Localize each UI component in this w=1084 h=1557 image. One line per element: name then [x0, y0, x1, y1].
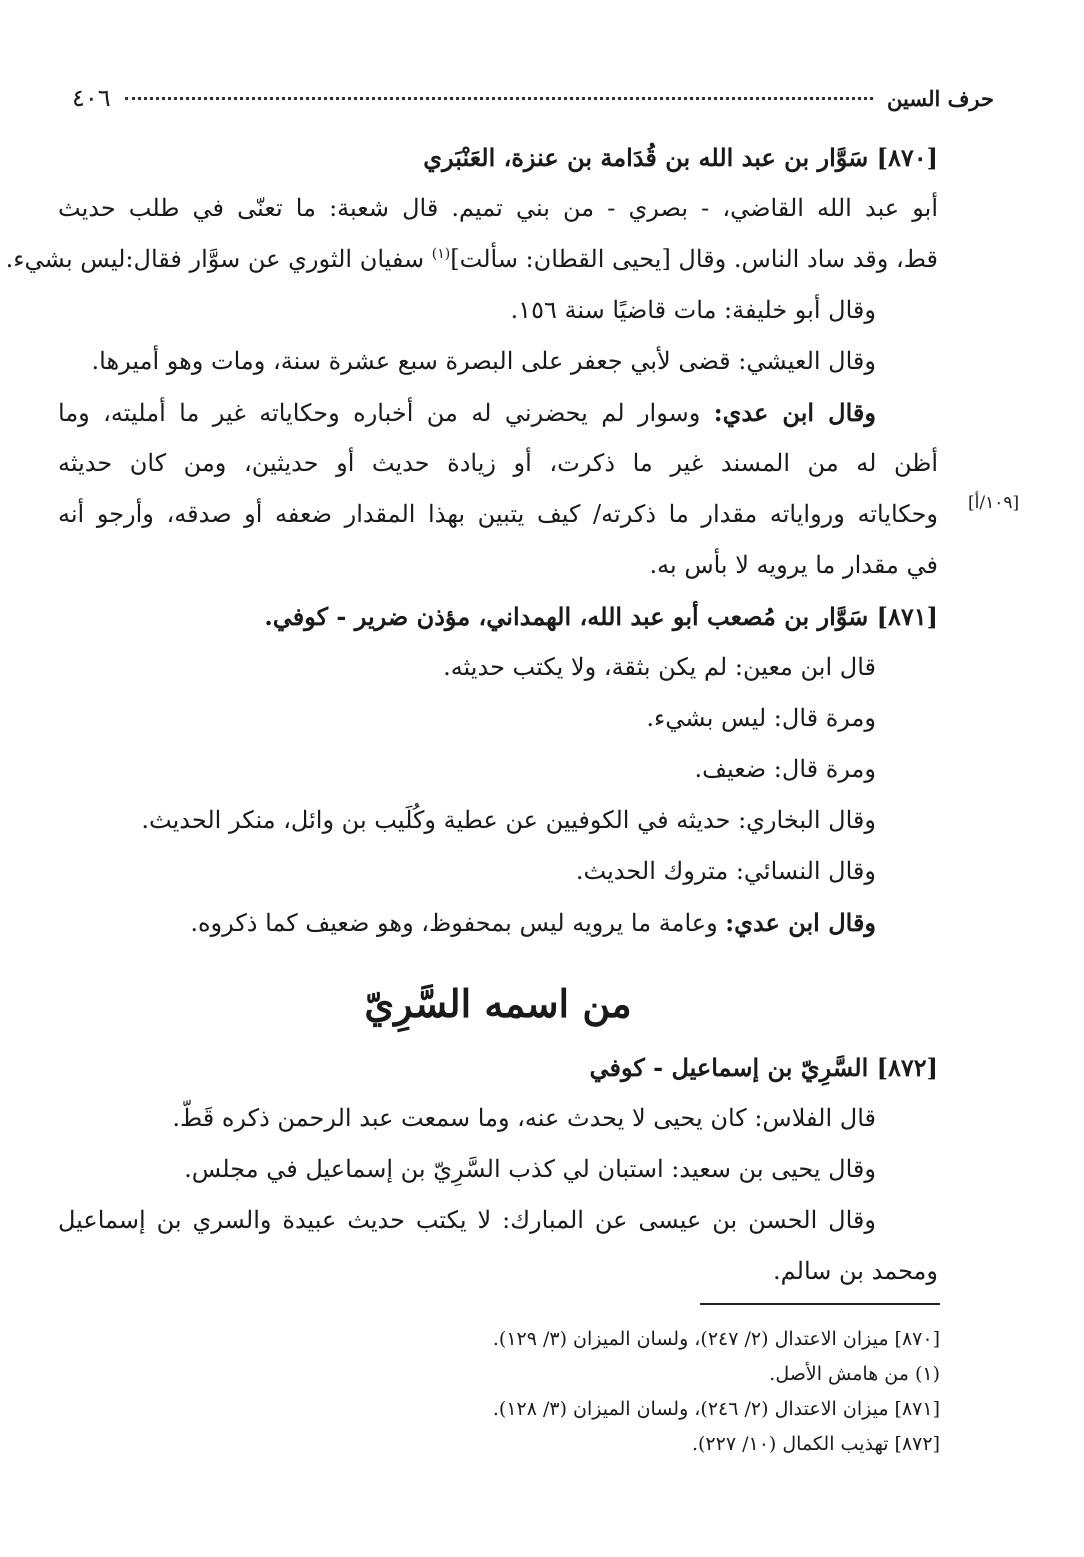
footnote-871: [٨٧١] ميزان الاعتدال (٢/ ٢٤٦)، ولسان الميزان (٣/ ١٢٨). — [492, 1398, 940, 1420]
section-title: من اسمه السَّرِيّ — [364, 981, 632, 1026]
entry-870-line-8: في مقدار ما يرويه لا بأس به. — [649, 551, 938, 579]
footnote-872: [٨٧٢] تهذيب الكمال (١٠/ ٢٢٧). — [691, 1433, 940, 1455]
header-dotted-rule — [125, 97, 873, 100]
entry-872-line-2: وقال يحيى بن سعيد: استبان لي كذب السَّرِيّ بن إسماعيل في مجلس. — [184, 1155, 876, 1183]
page-header — [72, 78, 994, 118]
entry-871-line-3: ومرة قال: ضعيف. — [694, 755, 876, 783]
margin-manuscript-reference: [١٠٩/أ] — [968, 493, 1020, 513]
entry-870-line-5 — [58, 387, 938, 438]
entry-871-line-6-bold: وقال ابن عدي: — [725, 908, 876, 937]
entry-870-line-2-a: قط، وقد ساد الناس. وقال [يحيى القطان: سألت] — [450, 245, 938, 273]
entry-872-line-1: قال الفلاس: كان يحيى لا يحدث عنه، وما سمعت عبد الرحمن ذكره قَطّ. — [172, 1104, 876, 1132]
entry-872-line-4: ومحمد بن سالم. — [773, 1257, 938, 1285]
entry-870-line-7: وحكاياته ورواياته مقدار ما ذكرته/ كيف يتبين بهذا المقدار ضعفه أو صدقه، وأرجو أنه — [58, 500, 938, 528]
footnote-1: (١) من هامش الأصل. — [769, 1363, 940, 1385]
entry-870-line-6: أظن له من المسند غير ما ذكرت، أو زيادة حديث أو حديثين، ومن كان حديثه — [58, 449, 938, 477]
footnote-marker-1[interactable]: (١) — [431, 246, 451, 262]
footnote-separator — [700, 1303, 940, 1305]
entry-871-line-4: وقال البخاري: حديثه في الكوفيين عن عطية وكُلَيب بن وائل، منكر الحديث. — [141, 806, 876, 834]
entry-870-line-2-b: سفيان الثوري عن سوَّار فقال:ليس بشيء. — [5, 245, 432, 273]
entry-871-line-5: وقال النسائي: متروك الحديث. — [575, 857, 876, 885]
entry-872-line-3: وقال الحسن بن عيسى عن المبارك: لا يكتب حديث عبيدة والسري بن إسماعيل — [58, 1206, 876, 1234]
footnote-870: [٨٧٠] ميزان الاعتدال (٢/ ٢٤٧)، ولسان الميزان (٣/ ١٢٩). — [492, 1328, 940, 1350]
main-text — [5, 132, 938, 1297]
entry-870-line-5-rest: وسوار لم يحضرني له من أخباره وحكاياته غير ما أمليته، وما — [58, 399, 714, 427]
page-number: ٤٠٦ — [72, 84, 111, 112]
entry-870-heading: [٨٧٠] سَوَّار بن عبد الله بن قُدَامة بن عنزة، العَنْبَري — [423, 143, 938, 172]
entry-871-heading: [٨٧١] سَوَّار بن مُصعب أبو عبد الله، الهمداني، مؤذن ضرير - كوفي. — [264, 602, 938, 631]
entry-870-line-5-bold: وقال ابن عدي: — [713, 398, 876, 427]
entry-871-line-6-rest: وعامة ما يرويه ليس بمحفوظ، وهو ضعيف كما ذكروه. — [190, 909, 726, 937]
footnotes — [150, 1322, 940, 1462]
entry-870-line-2 — [5, 234, 938, 285]
entry-870-line-1: أبو عبد الله القاضي، - بصري - من بني تميم. قال شعبة: ما تعنّى في طلب حديث — [58, 194, 938, 222]
entry-871-line-6 — [58, 897, 938, 948]
running-title: حرف السين — [887, 85, 994, 111]
entry-871-line-1: قال ابن معين: لم يكن بثقة، ولا يكتب حديثه. — [443, 653, 876, 681]
entry-871-line-2: ومرة قال: ليس بشيء. — [646, 704, 876, 732]
entry-872-heading: [٨٧٢] السَّرِيّ بن إسماعيل - كوفي — [589, 1053, 938, 1082]
entry-870-line-4: وقال العيشي: قضى لأبي جعفر على البصرة سبع عشرة سنة، ومات وهو أميرها. — [91, 347, 876, 375]
entry-870-line-3: وقال أبو خليفة: مات قاضيًا سنة ١٥٦. — [510, 296, 876, 324]
